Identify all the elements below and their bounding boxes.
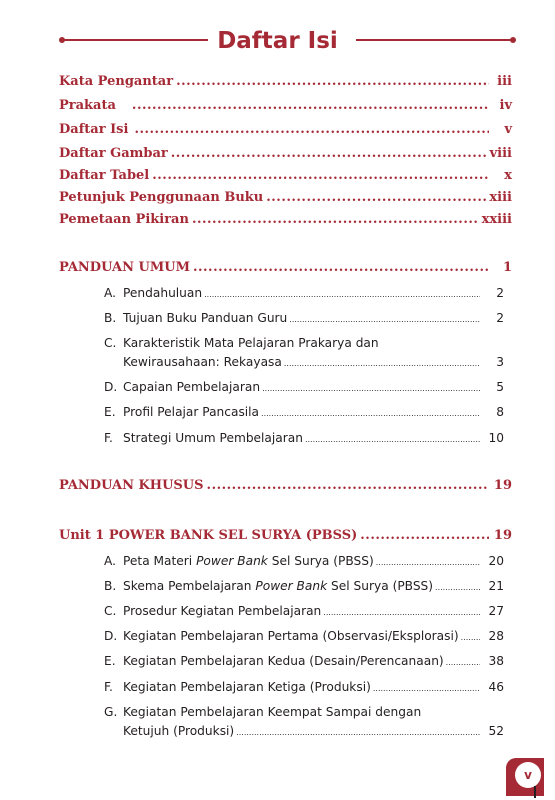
toc-section-page: 1	[502, 260, 512, 275]
dot-leader	[261, 402, 480, 426]
toc-subentry-label: Kegiatan Pembelajaran Keempat Sampai dengan	[123, 705, 422, 719]
toc-entry-label: Pemetaan Pikiran	[59, 212, 189, 227]
toc-subentry-page: 27	[488, 604, 504, 618]
dot-leader	[207, 474, 489, 498]
dot-leader	[152, 164, 489, 188]
toc-subentry-page: 52	[488, 724, 504, 738]
label-text: Sel Surya (PBSS)	[267, 554, 374, 568]
toc-subentry-page: 10	[488, 431, 504, 445]
dot-leader	[376, 551, 480, 575]
toc-entry-petunjuk-penggunaan-buku[interactable]	[59, 186, 512, 210]
dot-leader	[204, 283, 480, 307]
toc-entry-prakata[interactable]	[59, 94, 512, 118]
crop-mark	[534, 786, 536, 798]
dot-leader	[262, 377, 480, 401]
toc-subentry-letter: E.	[104, 405, 116, 419]
toc-subentry-letter: C.	[104, 604, 117, 618]
toc-subentry-page: 5	[496, 380, 504, 394]
toc-entry-label: Daftar Isi	[59, 122, 129, 137]
toc-section-page: 19	[493, 478, 512, 493]
toc-subentry-label	[123, 574, 433, 598]
toc-subentry-page: 38	[488, 654, 504, 668]
toc-section-panduan-umum[interactable]	[59, 256, 512, 280]
label-text: Peta Materi	[123, 554, 197, 568]
toc-subentry[interactable]	[104, 675, 504, 699]
toc-section-label: PANDUAN UMUM	[59, 260, 190, 275]
toc-subentry-letter: D.	[104, 380, 118, 394]
toc-subentry-label: Kegiatan Pembelajaran Ketiga (Produksi)	[123, 680, 371, 694]
toc-subentry-page: 8	[496, 405, 504, 419]
toc-subentry-letter: F.	[104, 431, 113, 445]
dot-leader	[461, 626, 480, 650]
toc-entry-label: Petunjuk Penggunaan Buku	[59, 190, 264, 205]
page-number-badge	[506, 758, 544, 796]
dot-leader	[360, 524, 489, 548]
toc-subentry[interactable]	[104, 574, 504, 598]
toc-entry-label: Daftar Gambar	[59, 146, 168, 161]
toc-entry-page: xxiii	[481, 212, 512, 227]
toc-subentry-label: Karakteristik Mata Pelajaran Prakarya dan	[123, 336, 379, 350]
page-number: v	[515, 762, 541, 788]
toc-subentry-page: 46	[488, 680, 504, 694]
toc-subentry[interactable]	[104, 549, 504, 573]
toc-subentry[interactable]	[104, 719, 504, 743]
toc-subentry-label: Pendahuluan	[123, 286, 203, 300]
toc-subentry[interactable]	[104, 599, 504, 623]
toc-subentry-page: 2	[496, 286, 504, 300]
toc-subentry-label: Capaian Pembelajaran	[123, 380, 261, 394]
dot-leader	[236, 721, 480, 745]
dot-leader	[176, 70, 489, 94]
toc-entry-daftar-tabel[interactable]	[59, 164, 512, 188]
toc-entry-daftar-gambar[interactable]	[59, 142, 512, 166]
toc-entry-page: viii	[489, 146, 512, 161]
toc-subentry-label: Kegiatan Pembelajaran Kedua (Desain/Perencanaan)	[123, 654, 444, 668]
toc-section-unit-1[interactable]	[59, 524, 512, 548]
dot-leader	[134, 118, 489, 142]
toc-entry-label: Kata Pengantar	[59, 74, 174, 89]
toc-entry-label: Daftar Tabel	[59, 168, 150, 183]
toc-entry-page: iv	[499, 98, 512, 113]
dot-leader	[284, 352, 480, 376]
dot-leader	[289, 308, 480, 332]
toc-entry-page: xiii	[489, 190, 512, 205]
toc-subentry-letter: E.	[104, 654, 116, 668]
dot-leader	[373, 677, 480, 701]
toc-subentry-letter: B.	[104, 311, 117, 325]
dot-leader	[193, 256, 489, 280]
toc-subentry[interactable]	[104, 649, 504, 673]
toc-subentry-label: Prosedur Kegiatan Pembelajaran	[123, 604, 322, 618]
toc-subentry-letter: D.	[104, 629, 118, 643]
toc-subentry-label: Kegiatan Pembelajaran Pertama (Observasi/Eksplorasi)	[123, 629, 459, 643]
toc-section-page: 19	[493, 528, 512, 543]
toc-subentry-letter: G.	[104, 705, 118, 719]
toc-subentry[interactable]	[104, 350, 504, 374]
toc-subentry-label: Strategi Umum Pembelajaran	[123, 431, 303, 445]
toc-subentry[interactable]	[104, 426, 504, 450]
toc-subentry-label: Kewirausahaan: Rekayasa	[123, 355, 282, 369]
toc-subentry-label: Profil Pelajar Pancasila	[123, 405, 260, 419]
toc-entry-page: x	[504, 168, 512, 183]
toc-subentry-label: Ketujuh (Produksi)	[123, 724, 235, 738]
toc-section-label: Unit 1 POWER BANK SEL SURYA (PBSS)	[59, 528, 358, 543]
toc-entry-page: iii	[497, 74, 512, 89]
toc-subentry[interactable]	[104, 400, 504, 424]
toc-subentry-letter: A.	[104, 554, 116, 568]
toc-subentry-letter: F.	[104, 680, 113, 694]
label-italic: Power Bank	[255, 579, 328, 593]
toc-subentry-letter: B.	[104, 579, 117, 593]
toc-subentry-page: 20	[488, 554, 504, 568]
page-title: Daftar Isi	[217, 28, 338, 54]
dot-leader	[132, 94, 489, 118]
label-text: Skema Pembelajaran	[123, 579, 256, 593]
label-text: Sel Surya (PBSS)	[327, 579, 434, 593]
toc-entry-kata-pengantar[interactable]	[59, 70, 512, 94]
dot-leader	[435, 576, 480, 600]
toc-subentry[interactable]	[104, 375, 504, 399]
toc-subentry-page: 28	[488, 629, 504, 643]
toc-entry-label: Prakata	[59, 98, 116, 113]
dot-leader	[171, 142, 487, 166]
toc-subentry-label: Tujuan Buku Panduan Guru	[123, 311, 288, 325]
toc-subentry[interactable]	[104, 306, 504, 330]
toc-entry-page: v	[504, 122, 512, 137]
toc-subentry-page: 3	[496, 355, 504, 369]
dot-leader	[192, 208, 479, 232]
toc-subentry-page: 2	[496, 311, 504, 325]
label-italic: Power Bank	[196, 554, 268, 568]
toc-subentry-letter: A.	[104, 286, 116, 300]
toc-section-label: PANDUAN KHUSUS	[59, 478, 204, 493]
toc-section-panduan-khusus[interactable]	[59, 474, 512, 498]
toc-subentry[interactable]	[104, 281, 504, 305]
toc-subentry-page: 21	[488, 579, 504, 593]
dot-leader	[446, 651, 480, 675]
toc-subentry-letter: C.	[104, 336, 117, 350]
dot-leader	[305, 428, 480, 452]
toc-subentry[interactable]	[104, 624, 504, 648]
toc-entry-pemetaan-pikiran[interactable]	[59, 208, 512, 232]
toc-entry-daftar-isi[interactable]	[59, 118, 512, 142]
dot-leader	[323, 601, 480, 625]
toc-subentry-label	[123, 549, 374, 573]
dot-leader	[266, 186, 486, 210]
